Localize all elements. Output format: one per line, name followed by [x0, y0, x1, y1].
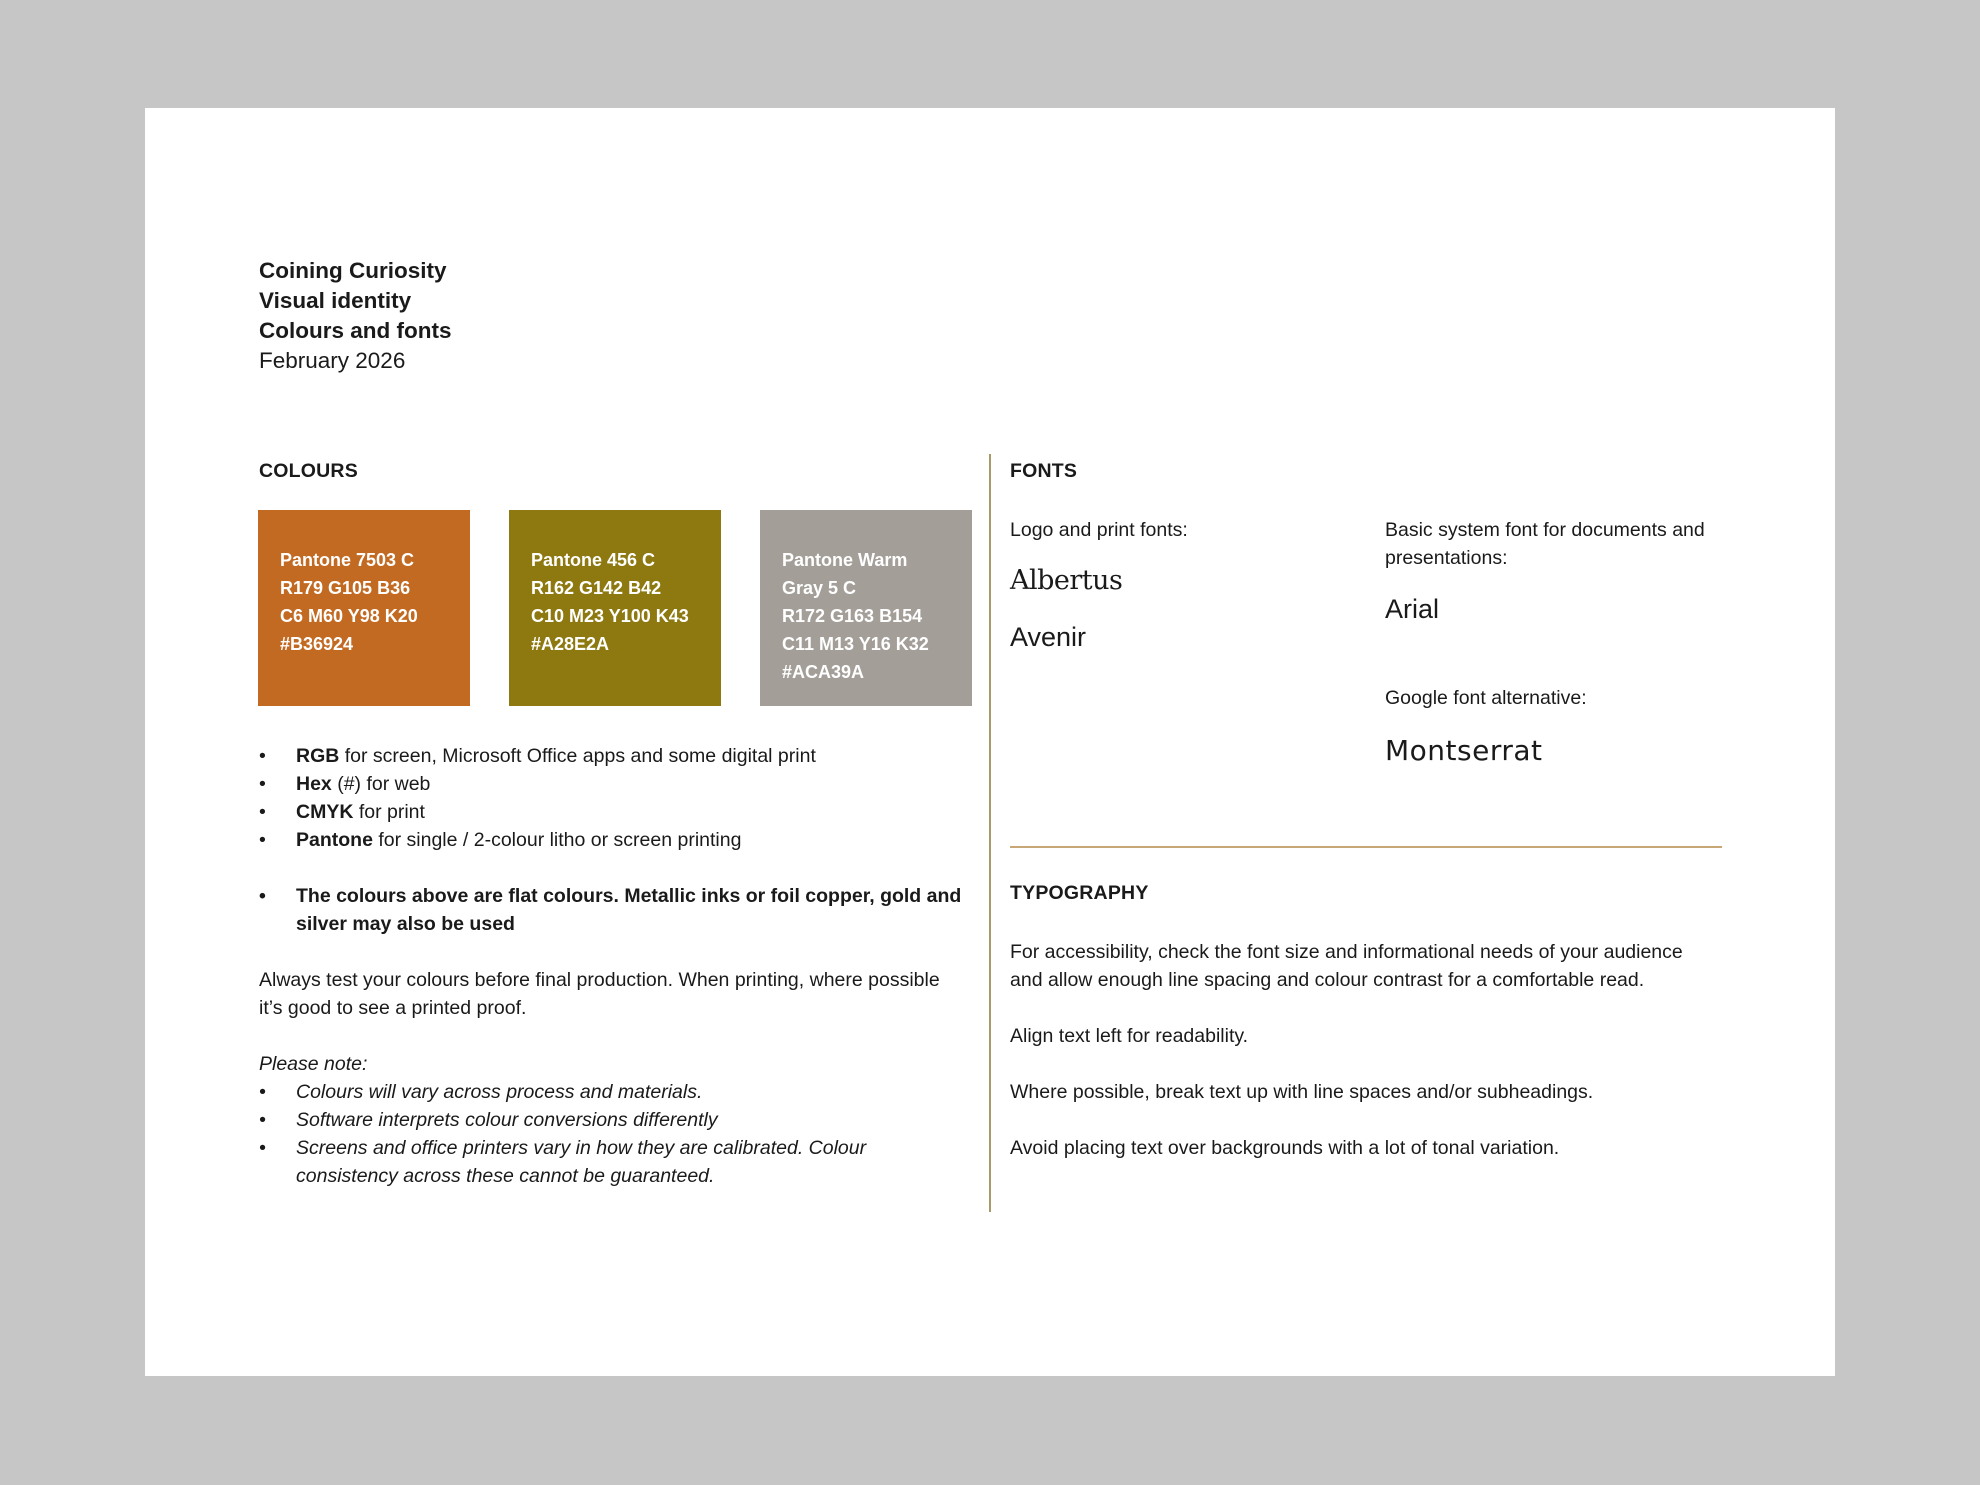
document-header [259, 256, 452, 376]
list-item [259, 798, 816, 826]
swatch-line: Gray 5 C [782, 578, 857, 598]
swatch-pantone-456 [509, 510, 721, 706]
list-item [259, 1106, 866, 1134]
bullet-icon: • [259, 801, 266, 823]
usage-term: CMYK [296, 801, 354, 823]
usage-term: Pantone [296, 829, 373, 851]
usage-term: RGB [296, 745, 340, 767]
usage-text: for screen, Microsoft Office apps and some digital print [339, 745, 816, 767]
document-date: February 2026 [259, 348, 406, 373]
section-divider [1010, 846, 1722, 848]
note-text: Software interprets colour conversions differently [296, 1109, 718, 1131]
metallic-note [259, 882, 961, 938]
paragraph-line: For accessibility, check the font size and informational needs of your audience [1010, 941, 1683, 963]
backgrounds-paragraph: Avoid placing text over backgrounds with a lot of tonal variation. [1010, 1137, 1560, 1159]
note-text: Screens and office printers vary in how they are calibrated. Colour [296, 1137, 867, 1159]
font-sample-arial: Arial [1385, 594, 1440, 624]
swatch-line: #A28E2A [531, 634, 610, 654]
usage-term: Hex [296, 773, 332, 795]
test-colours-paragraph [259, 966, 940, 1022]
document-page [145, 108, 1835, 1376]
note-text: consistency across these cannot be guaranteed. [296, 1165, 715, 1187]
swatch-line: R179 G105 B36 [280, 578, 411, 598]
fonts-heading: FONTS [1010, 460, 1078, 482]
colour-usage-list [259, 742, 816, 854]
bullet-icon: • [259, 1081, 266, 1103]
swatch-line: C6 M60 Y98 K20 [280, 606, 418, 626]
typography-heading: TYPOGRAPHY [1010, 882, 1149, 904]
list-item [259, 826, 816, 854]
metallic-text: silver may also be used [296, 913, 515, 935]
list-item [259, 882, 961, 938]
swatch-line: Pantone Warm [782, 550, 908, 570]
swatch-pantone-7503 [258, 510, 470, 706]
usage-text: (#) for web [331, 773, 431, 795]
font-sample-montserrat: Montserrat [1385, 734, 1543, 767]
font-sample-albertus: Albertus [1010, 565, 1123, 596]
document-title: Colours and fonts [259, 318, 452, 343]
swatch-pantone-warm-gray [760, 510, 972, 706]
swatch-line: C10 M23 Y100 K43 [531, 606, 689, 626]
logo-fonts-label: Logo and print fonts: [1010, 519, 1188, 541]
swatch-line: R172 G163 B154 [782, 606, 923, 626]
google-font-label: Google font alternative: [1385, 687, 1587, 709]
bullet-icon: • [259, 885, 266, 907]
swatch-line: C11 M13 Y16 K32 [782, 634, 929, 654]
accessibility-paragraph [1010, 938, 1683, 994]
paragraph-line: it’s good to see a printed proof. [259, 997, 527, 1019]
list-item [259, 742, 816, 770]
list-item [259, 1078, 866, 1106]
usage-text: for single / 2-colour litho or screen printing [372, 829, 742, 851]
swatch-line: #B36924 [280, 634, 354, 654]
label-line: Basic system font for documents and [1385, 519, 1705, 541]
swatch-line: Pantone 7503 C [280, 550, 415, 570]
metallic-text: The colours above are flat colours. Metallic inks or foil copper, gold and [296, 885, 962, 907]
bullet-icon: • [259, 745, 266, 767]
bullet-icon: • [259, 1137, 266, 1159]
font-sample-avenir: Avenir [1010, 622, 1087, 652]
swatch-line: Pantone 456 C [531, 550, 656, 570]
notes-list [259, 1078, 866, 1190]
paragraph-line: and allow enough line spacing and colour contrast for a comfortable read. [1010, 969, 1645, 991]
bullet-icon: • [259, 773, 266, 795]
align-paragraph: Align text left for readability. [1010, 1025, 1249, 1047]
paragraph-line: Always test your colours before final production. When printing, where possible [259, 969, 940, 991]
break-text-paragraph: Where possible, break text up with line spaces and/or subheadings. [1010, 1081, 1594, 1103]
swatch-line: #ACA39A [782, 662, 865, 682]
swatch-line: R162 G142 B42 [531, 578, 662, 598]
system-font-label [1385, 516, 1705, 572]
list-item [259, 770, 816, 798]
label-line: presentations: [1385, 547, 1508, 569]
column-divider [989, 454, 991, 1212]
document-subject: Visual identity [259, 288, 412, 313]
list-item [259, 1134, 866, 1190]
brand-name: Coining Curiosity [259, 258, 447, 283]
usage-text: for print [353, 801, 425, 823]
note-text: Colours will vary across process and materials. [296, 1081, 703, 1103]
note-title: Please note: [259, 1053, 368, 1075]
colours-heading: COLOURS [259, 460, 358, 482]
bullet-icon: • [259, 1109, 266, 1131]
bullet-icon: • [259, 829, 266, 851]
